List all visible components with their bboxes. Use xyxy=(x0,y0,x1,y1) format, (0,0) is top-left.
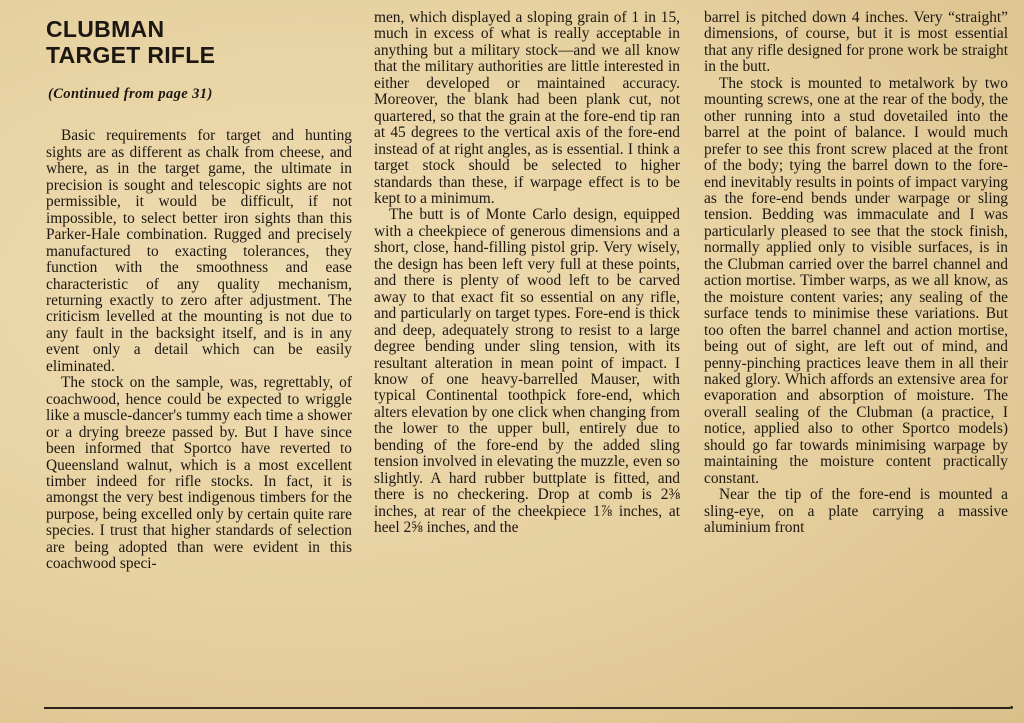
paragraph: Basic requirements for target and hunting sights are as different as chalk from cheese, and where, as in the target game, the ultimate in precision is sought and telescopic sights are not permissible, it would be difficult, if not impossible, to select better iron sights than this Parker-Hale combination. Rugged and precisely manufactured to exacting tolerances, they function with the smoothness and ease characteristic of any quality mechanism, returning exactly to zero after adjustment. The criticism levelled at the mounting is not due to any fault in the backsight itself, and is in any event only a detail which can be easily eliminated. xyxy=(46,127,352,375)
headline-line-1: CLUBMAN xyxy=(46,16,165,42)
paragraph: The butt is of Monte Carlo design, equipped with a cheekpiece of generous dimensions and a short, close, hand-filling pistol grip. Very wisely, the design has been left very full at these points, and there is plenty of wood left to be carved away to that exact fit so essential on any rifle, and particularly on target types. Fore-end is thick and deep, adequately strong to resist to a large degree bending under sling tension, with its resultant alteration in mean point of impact. I know of one heavy-barrelled Mauser, with typical Continental toothpick fore-end, which alters elevation by one click when changing from the lower to the upper bull, entirely due to bending of the fore-end by the added sling tension involved in elevating the muzzle, even so slightly. A hard rubber buttplate is fitted, and there is no checkering. Drop at comb is 2⅜ inches, at rear of the cheekpiece 1⅞ inches, at heel 2⅝ inches, and the xyxy=(374,206,680,537)
article-headline xyxy=(46,16,352,68)
paragraph: barrel is pitched down 4 inches. Very “straight” dimensions, of course, but it is most essential that any rifle designed for prone work be straight in the butt. xyxy=(704,9,1008,76)
article-column-1 xyxy=(46,10,352,573)
continued-note: (Continued from page 31) xyxy=(48,86,213,102)
rule-end-dot xyxy=(1010,706,1013,709)
paragraph: Near the tip of the fore-end is mounted a sling-eye, on a plate carrying a massive aluminium front xyxy=(704,486,1008,537)
paragraph: The stock on the sample, was, regrettably, of coachwood, hence could be expected to wriggle like a muscle-dancer's tummy each time a shower or a drying breeze passed by. But I have since been informed that Sportco have reverted to Queensland walnut, which is a most excellent timber indeed for rifle stocks. In fact, it is amongst the very best indigenous timbers for the purpose, being excelled only by certain quite rare species. I trust that higher standards of selection are being adopted than were evident in this coachwood speci- xyxy=(46,374,352,573)
headline-line-2: TARGET RIFLE xyxy=(46,42,216,68)
paragraph: The stock is mounted to metalwork by two mounting screws, one at the rear of the body, the other running into a stud dovetailed into the barrel at the point of balance. I would much prefer to see this front screw placed at the front of the body; tying the barrel down to the fore-end inevitably results in points of impact varying as the fore-end bends under warpage or sling tension. Bedding was immaculate and I was particularly pleased to see that the stock finish, normally applied only to visible surfaces, is in the Clubman carried over the barrel channel and action mortise. Timber warps, as we all know, as the moisture content varies; any sealing of the surface tends to minimise these variations. But too often the barrel channel and action mortise, being out of sight, are left out of mind, and penny-pinching practices leave them in all their naked glory. Which affords an extensive area for evaporation and absorption of moisture. The overall sealing of the Clubman (a practice, I notice, applied also to other Sportco models) should go far towards minimising warpage by maintaining the moisture content practically constant. xyxy=(704,74,1008,487)
article-column-3 xyxy=(704,10,1008,537)
article-column-2 xyxy=(374,10,680,537)
bottom-rule xyxy=(44,707,1010,709)
paragraph: men, which displayed a sloping grain of 1 in 15, much in excess of what is really acceptable in anything but a military stock—and we all know that the military authorities are little interested in either developed or maintained accuracy. Moreover, the blank had been plank cut, not quartered, so that the grain at the fore-end tip ran at 45 degrees to the vertical axis of the fore-end instead of at right angles, as is essential. I think a target stock should be selected to higher standards than these, if warpage effect is to be kept to a minimum. xyxy=(374,9,680,207)
